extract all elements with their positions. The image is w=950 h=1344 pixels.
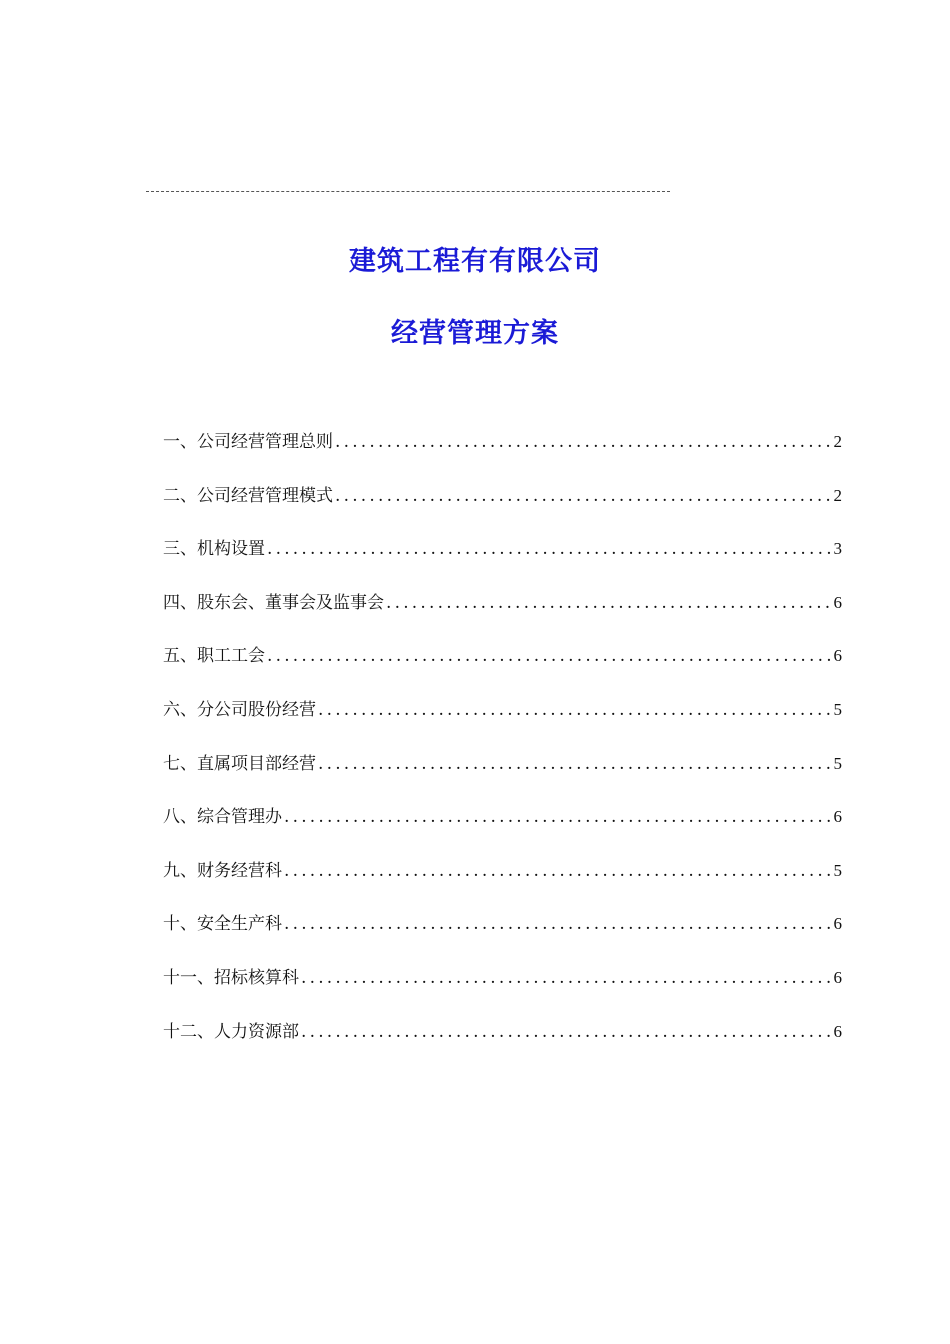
toc-entry-page: 5 [833, 699, 842, 719]
toc-dot-leader [267, 533, 832, 565]
toc-entry-label: 九、财务经营科 [163, 860, 282, 881]
toc-entry[interactable] [163, 1016, 842, 1070]
toc-entry-label: 三、机构设置 [163, 539, 265, 560]
header-dashed-rule [146, 191, 670, 192]
toc-entry-page: 6 [833, 1021, 842, 1041]
toc-entry[interactable] [163, 694, 842, 748]
toc-dot-leader [386, 587, 832, 619]
toc-entry-label: 十、安全生产科 [163, 914, 282, 935]
toc-dot-leader [335, 480, 832, 512]
toc-entry[interactable] [163, 480, 842, 534]
table-of-contents [163, 426, 842, 1069]
toc-entry-page: 6 [833, 807, 842, 827]
toc-dot-leader [284, 908, 832, 940]
toc-entry[interactable] [163, 640, 842, 694]
toc-entry-page: 6 [833, 914, 842, 934]
document-title: 经营管理方案 [391, 318, 559, 349]
toc-dot-leader [318, 748, 832, 780]
toc-entry-page: 5 [833, 753, 842, 773]
toc-entry[interactable] [163, 426, 842, 480]
toc-dot-leader [301, 1016, 832, 1048]
toc-entry-page: 6 [833, 646, 842, 666]
toc-entry-label: 八、综合管理办 [163, 807, 282, 828]
toc-entry-label: 六、分公司股份经营 [163, 699, 316, 720]
toc-entry-page: 2 [833, 485, 842, 505]
toc-entry-label: 十一、招标核算科 [163, 967, 299, 988]
toc-entry-page: 5 [833, 860, 842, 880]
toc-entry-label: 一、公司经营管理总则 [163, 432, 333, 452]
toc-entry-page: 6 [833, 592, 842, 612]
toc-entry-label: 七、直属项目部经营 [163, 753, 316, 774]
toc-dot-leader [284, 801, 832, 833]
toc-entry[interactable] [163, 587, 842, 641]
toc-entry-page: 3 [833, 539, 842, 559]
toc-entry-label: 二、公司经营管理模式 [163, 485, 333, 506]
toc-entry-label: 十二、人力资源部 [163, 1021, 299, 1042]
toc-dot-leader [318, 694, 832, 726]
toc-entry[interactable] [163, 855, 842, 909]
toc-entry-page: 2 [833, 432, 842, 451]
toc-entry-label: 四、股东会、董事会及监事会 [163, 592, 384, 613]
toc-dot-leader [267, 640, 832, 672]
toc-entry-label: 五、职工工会 [163, 646, 265, 667]
toc-entry[interactable] [163, 533, 842, 587]
toc-entry-page: 6 [833, 967, 842, 987]
toc-entry[interactable] [163, 748, 842, 802]
toc-entry[interactable] [163, 801, 842, 855]
toc-dot-leader [284, 855, 832, 887]
toc-entry[interactable] [163, 962, 842, 1016]
company-title: 建筑工程有有限公司 [349, 246, 601, 277]
toc-dot-leader [335, 426, 832, 458]
toc-dot-leader [301, 962, 832, 994]
toc-entry[interactable] [163, 908, 842, 962]
